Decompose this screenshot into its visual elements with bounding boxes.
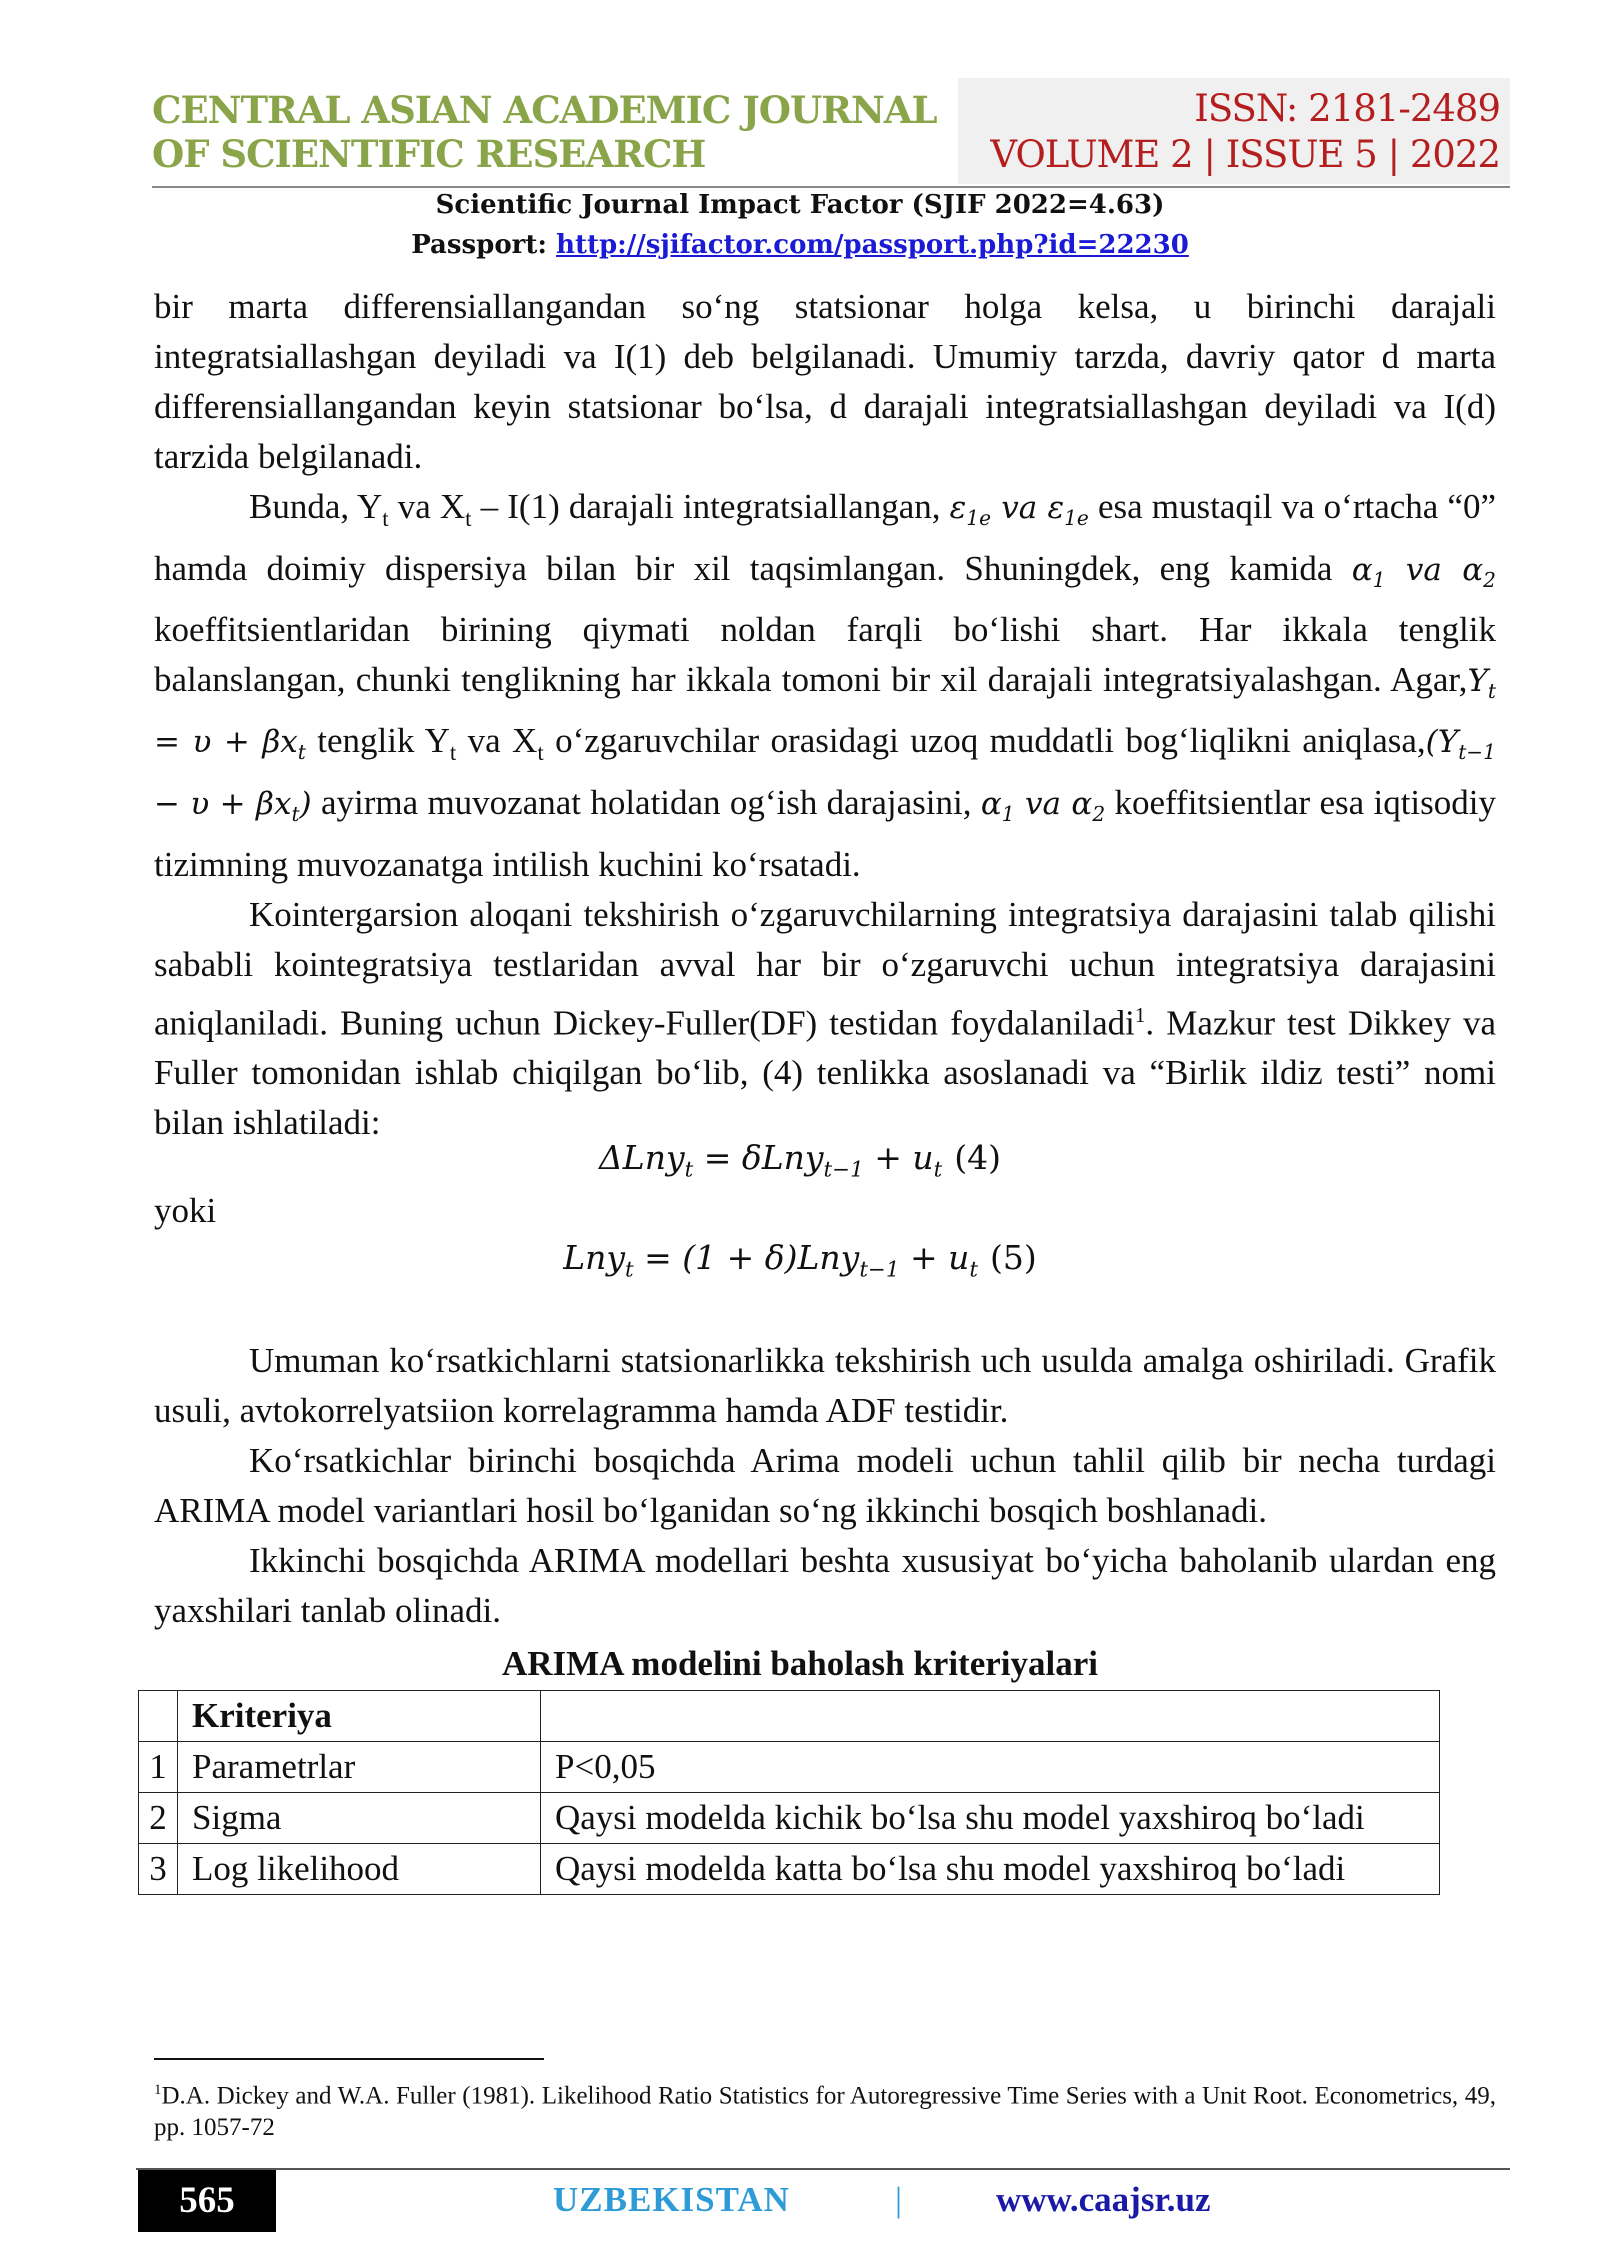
criteria-table <box>138 1690 1440 1895</box>
journal-title <box>152 88 952 176</box>
criterion-name: Log likelihood <box>178 1844 541 1895</box>
paragraph-3: Kointergarsion aloqani tekshirish o‘zgaruvchilarning integratsiya darajasini talab qilishi sababli kointegratsiya testlaridan avval har bir o‘zgaruvchi uchun integratsiya darajasini aniqlaniladi. Buning uchun Dickey-Fuller(DF) testidan foydalaniladi$^1$. Mazkur test Dikkey va Fuller tomonidan ishlab chiqilgan bo‘lib, (4) tenlikka asoslanadi va “Birlik ildiz testi” nomi bilan ishlatiladi: <box>154 894 1496 1143</box>
table-header-cell <box>139 1691 178 1742</box>
paragraph-4: Umuman ko‘rsatkichlarni statsionarlikka tekshirish uch usulda amalga oshiriladi. Grafik usuli, avtokorrelyatsiion korrelagramma hamda ADF testidir. <box>154 1341 1496 1430</box>
criterion-value: Qaysi modelda katta bo‘lsa shu model yaxshiroq bo‘ladi <box>541 1844 1440 1895</box>
footer-separator: | <box>895 2180 903 2219</box>
table-row <box>139 1844 1440 1895</box>
journal-issue-box <box>958 78 1510 184</box>
criterion-name: Parametrlar <box>178 1742 541 1793</box>
issn: ISSN: 2181-2489 <box>1194 87 1500 130</box>
body-text-bottom <box>154 1336 1496 1636</box>
yoki-text: yoki <box>154 1191 217 1230</box>
paragraph-5: Ko‘rsatkichlar birinchi bosqichda Arima modeli uchun tahlil qilib bir necha turdagi ARIMA model variantlari hosil bo‘lganidan so‘ng ikkinchi bosqich boshlanadi. <box>154 1441 1496 1530</box>
volume-issue: VOLUME 2 | ISSUE 5 | 2022 <box>990 133 1500 176</box>
table-row <box>139 1793 1440 1844</box>
table-header-cell: Kriteriya <box>178 1691 541 1742</box>
journal-title-line2: OF SCIENTIFIC RESEARCH <box>152 132 706 176</box>
footnote <box>154 2074 1496 2144</box>
impact-factor: Scientific Journal Impact Factor (SJIF 2022=4.63) <box>435 190 1165 220</box>
table-row <box>139 1742 1440 1793</box>
table-title: ARIMA modelini baholash kriteriyalari <box>502 1644 1098 1683</box>
footnote-ref: 1 <box>1134 1002 1146 1027</box>
equation-4: $\Delta Lny_t = \delta Lny_{t-1} + u_t$ (4) <box>598 1138 1002 1183</box>
passport-label: Passport: <box>411 230 547 260</box>
footer-divider <box>136 2168 1510 2170</box>
footnote-text: D.A. Dickey and W.A. Fuller (1981). Likelihood Ratio Statistics for Autoregressive Time Series with a Unit Root. Econometrics, 49, pp. 1057-72 <box>154 2082 1496 2142</box>
page-number: 565 <box>138 2170 276 2232</box>
row-number: 1 <box>139 1742 178 1793</box>
criterion-value: P<0,05 <box>541 1742 1440 1793</box>
row-number: 2 <box>139 1793 178 1844</box>
footnote-rule <box>154 2058 544 2060</box>
equation-5: $Lny_t = (1 + \delta)Lny_{t-1} + u_t$ (5) <box>563 1238 1037 1283</box>
passport-line <box>0 230 1600 260</box>
table-header-row <box>139 1691 1440 1742</box>
passport-link[interactable]: http://sjifactor.com/passport.php?id=22230 <box>556 230 1189 260</box>
criterion-name: Sigma <box>178 1793 541 1844</box>
criterion-value: Qaysi modelda kichik bo‘lsa shu model yaxshiroq bo‘ladi <box>541 1793 1440 1844</box>
table-header-cell <box>541 1691 1440 1742</box>
footer-country: UZBEKISTAN <box>553 2180 790 2219</box>
footnote-mark: 1 <box>154 2082 162 2098</box>
paragraph-1: bir marta differensiallangandan so‘ng statsionar holga kelsa, u birinchi darajali integratsiallashgan deyiladi va I(1) deb belgilanadi. Umumiy tarzda, davriy qator d marta differensiallangandan keyin statsionar bo‘lsa, d darajali integratsiallashgan deyiladi va I(d) tarzida belgilanadi. <box>154 287 1496 476</box>
row-number: 3 <box>139 1844 178 1895</box>
paragraph-2: Bunda, $Y_t$ va $X_t - I(1)$ darajali integratsiallangan, $\varepsilon_{1e}$ va $\varepsilon_{1e}$ esa mustaqil va o‘rtacha “0” hamda doimiy dispersiya bilan bir xil taqsimlangan. Shuningdek, eng kamida $\alpha_1$ va $\alpha_2$ koeffitsientlaridan birining qiymati noldan farqli bo‘lishi shart. Har ikkala tenglik balanslangan, chunki tenglikning har ikkala tomoni bir xil darajali integratsiyalashgan. $Agar,Y_t = \upsilon + \beta x_t$ tenglik $Y_t$ va $X_t$ o‘zgaruvchilar orasidagi uzoq muddatli bog‘liqlikni $aniqlasa,(Y_{t-1} - \upsilon + \beta x_t)$ ayirma muvozanat holatidan og‘ish darajasini, $\alpha_1$ va $\alpha_2$ koeffitsientlar esa iqtisodiy tizimning muvozanatga intilish kuchini ko‘rsatadi. <box>154 487 1497 884</box>
journal-title-line1: CENTRAL ASIAN ACADEMIC JOURNAL <box>152 88 937 132</box>
body-text-top <box>154 282 1496 1148</box>
footer-website[interactable]: www.caajsr.uz <box>996 2180 1211 2219</box>
paragraph-6: Ikkinchi bosqichda ARIMA modellari beshta xususiyat bo‘yicha baholanib ulardan eng yaxshilari tanlab olinadi. <box>154 1541 1496 1630</box>
header-divider <box>152 186 1510 188</box>
